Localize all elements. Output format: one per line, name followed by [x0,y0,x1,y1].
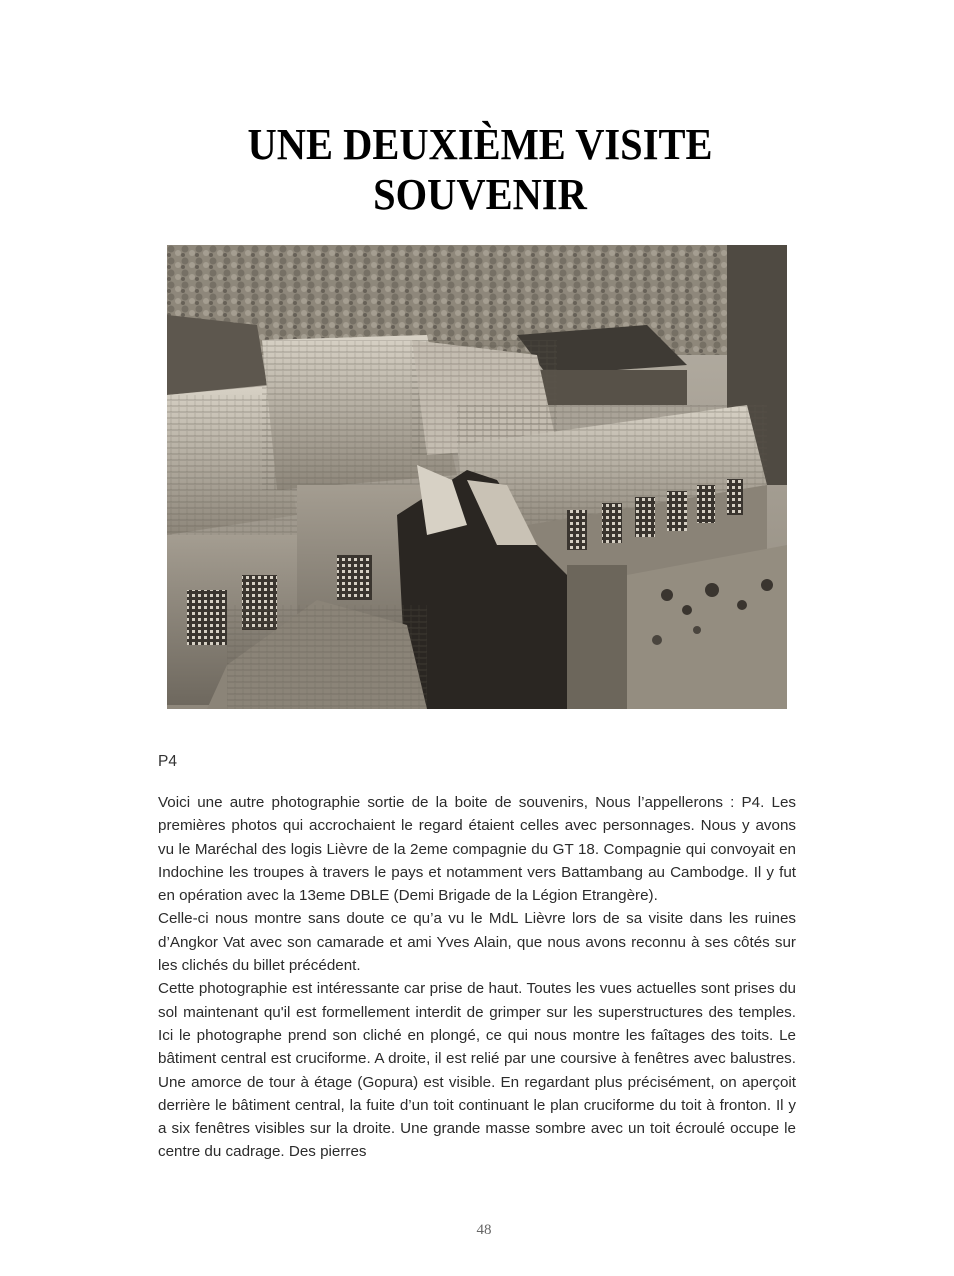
page-number: 48 [476,1222,492,1238]
angkor-vat-photograph [167,245,787,709]
paragraph: Celle-ci nous montre sans doute ce qu’a vu le MdL Lièvre lors de sa visite dans les ruines d’Angkor Vat avec son camarade et ami Yves Alain, que nous avons reconnu à ses côtés sur les clichés du billet précédent. [158,910,796,975]
title-line-2: SOUVENIR [373,170,587,219]
page-title [176,120,783,220]
body-text [158,791,796,1164]
paragraph: Cette photographie est intéressante car prise de haut. Toutes les vues actuelles sont prises du sol maintenant qu'il est formellement interdit de grimper sur les superstructures des temples. Ici le photographe prend son cliché en plongé, ce qui nous montre les faîtages des toits. Le bâtiment central est cruciforme. A droite, il est relié par une coursive à fenêtres avec balustres. Une amorce de tour à étage (Gopura) est visible. En regardant plus précisément, on aperçoit derrière le bâtiment central, la fuite d’un toit continuant le plan cruciforme du toit à fronton. Il y a six fenêtres visibles sur la droite. Une grande masse sombre avec un toit écroulé occupe le centre du cadrage. Des pierres [158,980,796,1161]
title-line-1: UNE DEUXIÈME VISITE [247,120,713,169]
paragraph: Voici une autre photographie sortie de la boite de souvenirs, Nous l’appellerons : P4. Les premières photos qui accrochaient le regard étaient celles avec personnages. Nous y avons vu le Maréchal des logis Lièvre de la 2eme compagnie du GT 18. Compagnie qui convoyait en Indochine les troupes à travers le pays et notamment vers Battambang au Cambodge. Il y fut en opération avec la 13eme DBLE (Demi Brigade de la Légion Etrangère). [158,794,796,905]
photo-illustration [167,245,787,709]
photo-caption: P4 [158,753,177,770]
